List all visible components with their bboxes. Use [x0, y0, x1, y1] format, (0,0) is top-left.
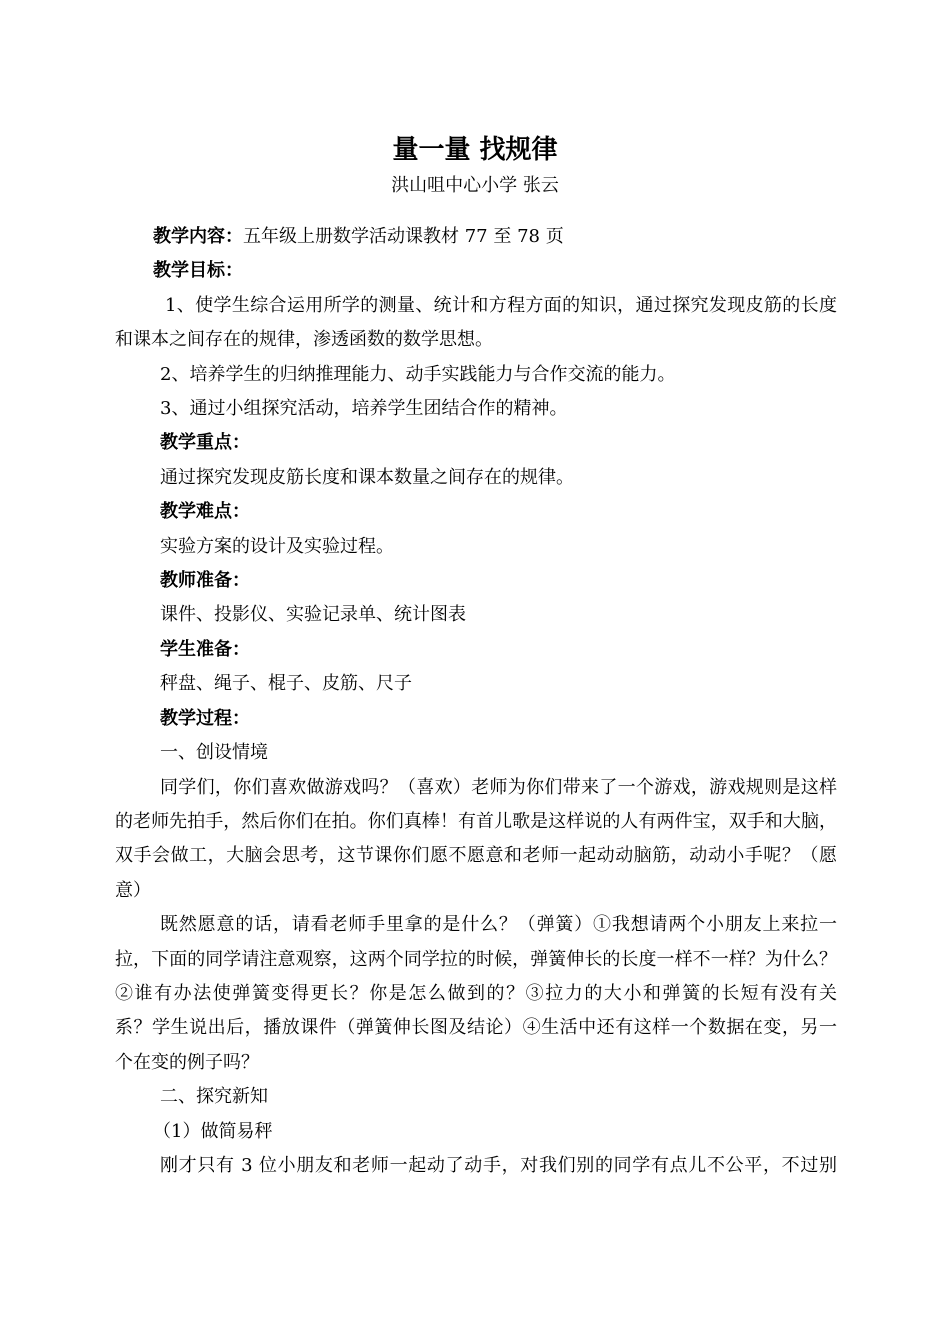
goal-1-line-2: 和课本之间存在的规律，渗透函数的数学思想。 [115, 329, 493, 351]
section-1-heading: 一、创设情境 [160, 742, 268, 764]
paragraph-1-line-1: 同学们，你们喜欢做游戏吗？（喜欢）老师为你们带来了一个游戏，游戏规则是这样 [160, 776, 837, 798]
teacher-prep-heading: 教师准备： [160, 570, 250, 592]
content-line [115, 220, 837, 254]
paragraph-2-line-2: 拉，下面的同学请注意观察，这两个同学拉的时候，弹簧伸长的长度一样不一样？为什么？ [115, 948, 837, 970]
paragraph-2-line-1: 既然愿意的话，请看老师手里拿的是什么？（弹簧）①我想请两个小朋友上来拉一 [160, 914, 837, 936]
teacher-prep-text: 课件、投影仪、实验记录单、统计图表 [160, 604, 466, 626]
document-author: 洪山咀中心小学 张云 [391, 175, 559, 196]
key-point-text: 通过探究发现皮筋长度和课本数量之间存在的规律。 [160, 466, 574, 488]
difficulty-heading: 教学难点： [160, 501, 250, 523]
paragraph-2-line-3: ②谁有办法使弹簧变得更长？你是怎么做到的？③拉力的大小和弹簧的长短有没有关 [115, 982, 837, 1004]
student-prep-heading: 学生准备： [160, 638, 250, 660]
paragraph-3-line-1: 刚才只有 3 位小朋友和老师一起动了动手，对我们别的同学有点儿不公平，不过别 [160, 1154, 837, 1176]
paragraph-2-line-5: 个在变的例子吗？ [115, 1051, 259, 1073]
goal-2: 2、培养学生的归纳推理能力、动手实践能力与合作交流的能力。 [160, 363, 676, 385]
paragraph-1-line-2: 的老师先拍手，然后你们在拍。你们真棒！有首儿歌是这样说的人有两件宝，双手和大脑， [115, 810, 837, 832]
key-point-heading: 教学重点： [160, 432, 250, 454]
subsection-2-1-heading: （1）做简易秤 [153, 1120, 273, 1142]
goal-1-line-1: 1、使学生综合运用所学的测量、统计和方程方面的知识，通过探究发现皮筋的长度 [165, 294, 837, 316]
content-label: 教学内容： [153, 226, 243, 247]
document-title: 量一量 找规律 [392, 135, 558, 165]
paragraph-2-line-4: 系？学生说出后，播放课件（弹簧伸长图及结论）④生活中还有这样一个数据在变，另一 [115, 1017, 837, 1039]
content-text: 五年级上册数学活动课教材 77 至 78 页 [243, 226, 564, 247]
goals-heading: 教学目标： [153, 260, 243, 282]
section-2-heading: 二、探究新知 [160, 1086, 268, 1108]
paragraph-1-line-4: 意） [115, 879, 151, 901]
difficulty-text: 实验方案的设计及实验过程。 [160, 535, 394, 557]
goal-3: 3、通过小组探究活动，培养学生团结合作的精神。 [160, 398, 568, 420]
process-heading: 教学过程： [160, 707, 250, 729]
document-body [115, 220, 837, 1183]
student-prep-text: 秤盘、绳子、棍子、皮筋、尺子 [160, 673, 412, 695]
paragraph-1-line-3: 双手会做工，大脑会思考，这节课你们愿不愿意和老师一起动动脑筋，动动小手呢？（愿 [115, 845, 837, 867]
